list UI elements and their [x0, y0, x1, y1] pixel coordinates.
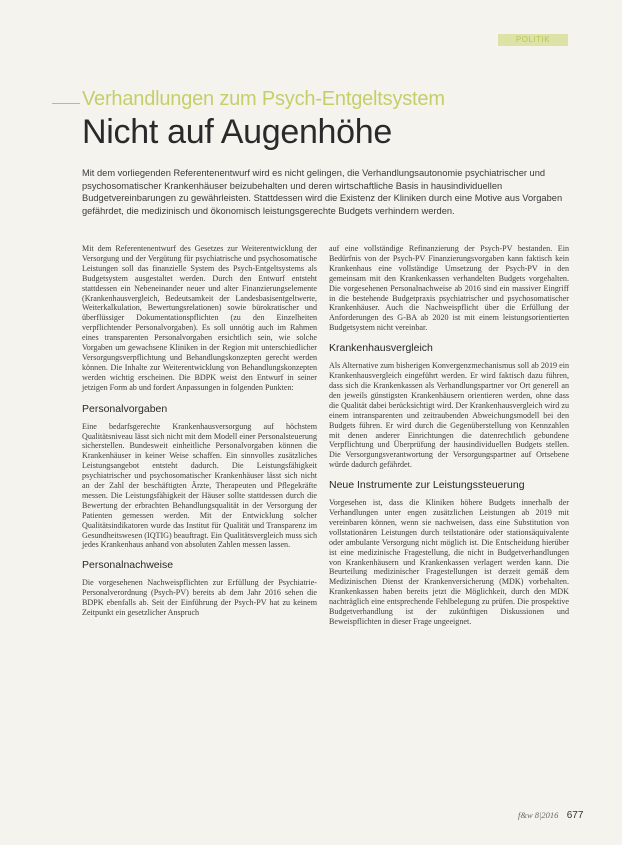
article-kicker: Verhandlungen zum Psych-Entgeltsystem: [82, 88, 445, 110]
kicker-rule: [52, 103, 80, 104]
article-lead: Mit dem vorliegenden Referentenentwurf wird es nicht gelingen, die Verhandlungsautonomie psychiatrischer und psychosomatischer Krankenhäuser beizubehalten und deren wirtschaftliche Basis in hausindividuellen Budgetvereinbarungen zu gewährleisten. Stattdessen wird die Existenz der Kliniken durch eine Motive aus Vorgaben gefährdet, die medizinisch und ökonomisch leistungsgerechte Budgets verhindern werden.: [82, 168, 563, 216]
subheading-instrumente: Neue Instrumente zur Leistungssteuerung: [329, 479, 525, 492]
paragraph-instrumente: Vorgesehen ist, dass die Kliniken höhere Budgets innerhalb der Verhandlungen unter engen zusätzlichen Leistungen ab 2019 mit vereinbaren können, wenn sie nachweisen, dass eine Substitution von vollstationären Leistungen durch teilstationäre oder stationsäquivalente oder ambulante Versorgung nicht möglich ist. Die Entscheidung hierüber ist eine medizinische Fragestellung, die nicht in Budgetverhandlungen von Krankenhäusern und Krankenkassen verlagert werden kann. Die Beurteilung medizinischer Fragestellungen ist derzeit gemäß dem Medizinischen Dienst der Krankenversicherung (MDK) vorbehalten. Krankenkassen haben bereits jetzt die Möglichkeit, durch den MDK nachträglich eine entsprechende Fehlbelegung zu prüfen. Die prospektive Budgetverhandlung ist der zukünftigen Diskussionen und Beweispflichten in dieser Frage ungeeignet.: [329, 498, 569, 626]
page-footer: [518, 810, 583, 821]
paragraph-krankenhausvergleich: Als Alternative zum bisherigen Konvergenzmechanismus soll ab 2019 ein Krankenhausvergleich eingeführt werden. Er wird faktisch dazu führen, dass sich die Krankenkassen als Verhandlungspartner vor Ort generell an den jeweils günstigsten Krankenhäusern orientieren werden, ohne dass die Qualität dabei berücksichtigt wird. Der Krankenhausvergleich wird zu einem intransparenten und zeitraubenden Abweichungsmodell bei den Budgets führen. Er wird durch die Gegenüberstellung von Kennzahlen mit denen anderer Einrichtungen die datenrechtlich gebundene Verpflichtung und Überprüfung der hausindividuellen Budgets stellen. Die Versorgungsverantwortung der Versorgungspartner auf Ortsebene würde dadurch gefährdet.: [329, 361, 569, 470]
magazine-issue: f&w 8|2016: [518, 810, 559, 820]
text-column-right: [329, 244, 569, 627]
paragraph-intro: Mit dem Referentenentwurf des Gesetzes zur Weiterentwicklung der Versorgung und der Vergütung für psychiatrische und psychosomatische Leistungen soll das finanzielle System des Psych-Entgeltsystems als Budgetsystem ausgestaltet werden. Durch den Entwurf entsteht stattdessen ein Nebeneinander neuer und alter Finanzierungselemente (Krankenhausvergleich, Bedeutsamkeit der Landesbasisentgeltwerte, Weiterkalkulation, Bewertungsrelationen) sowie bürokratischer und überflüssiger Dokumentationspflichten (zu den Einzelheiten verpflichtender Personalvorgaben). Es soll unnötig auch im Rahmen eines transparenten Personalvorgaben ersichtlich sein, wie solche Vorgaben um gewachsene Kliniken in der Region mit unterschiedlicher Versorgungsverpflichtung und Behandlungskonzepten gerecht werden können. Die Inhalte zur Weiterentwicklung von Behandlungskonzepten werden wichtig erscheinen. Die BDPK weist den Entwurf in seiner jetzigen Form ab und fordert Anpassungen in folgenden Punkten:: [82, 244, 317, 392]
subheading-krankenhausvergleich: Krankenhausvergleich: [329, 342, 433, 355]
paragraph-continued: auf eine vollständige Refinanzierung der Psych-PV bestanden. Ein Bedürfnis von der Psych-PV Finanzierungsvorgaben kann faktisch kein Krankenhaus eine vollständige Umsetzung der Psych-PV in den gemeinsam mit den Krankenkassen verhandelten Budgets vorgehalten. Die vorgesehenen Personalnachweise ab 2016 sind ein massiver Eingriff in die bestehende Budgetpraxis psychiatrischer und psychosomatischer Krankenhäuser. Auch die Nachweispflicht über die Erfüllung der Anforderungen des G-BA ab 2020 ist mit einem leistungsorientierten Budgetsystem nicht vereinbar.: [329, 244, 569, 333]
article-title: Nicht auf Augenhöhe: [82, 113, 392, 151]
text-column-left: [82, 244, 317, 618]
subheading-personalnachweise: Personalnachweise: [82, 559, 174, 572]
paragraph-personalnachweise: Die vorgesehenen Nachweispflichten zur Erfüllung der Psychiatrie-Personalverordnung (Psych-PV) bereits ab dem Jahr 2016 sehen die BDPK ebenfalls ab. Seit der Einführung der Psych-PV hat zu keinem Zeitpunkt ein gesetzlicher Anspruch: [82, 578, 317, 618]
section-tag: POLITIK: [498, 34, 568, 46]
paragraph-personalvorgaben: Eine bedarfsgerechte Krankenhausversorgung auf höchstem Qualitätsniveau lässt sich nicht mit dem Modell einer Personalsteuerung sicherstellen. Bundesweit einheitliche Personalvorgaben können die Krankenhäuser in keiner Weise schaffen. Ein sinnvolles zusätzliches Leistungsangebot entsteht dadurch. Die Leistungsfähigkeit psychiatrischer und psychosomatischer Krankenhäuser lässt sich nicht an der Zahl der beschäftigten Ärzte, Therapeuten und Pflegekräfte messen. Die Leistungsfähigkeit der Häuser sollte stattdessen durch die Bewertung der erbrachten Behandlungsqualität in der Versorgung der Patienten gemessen werden. Mit der Entwicklung solcher Qualitätsindikatoren wurde das Institut für Qualität und Transparenz im Gesundheitswesen (IQTIG) beauftragt. Ein Qualitätsvergleich muss sich jedes Krankenhaus anhand von absoluten Zahlen messen lassen.: [82, 421, 317, 550]
subheading-personalvorgaben: Personalvorgaben: [82, 402, 168, 415]
page-number: 677: [566, 810, 584, 821]
